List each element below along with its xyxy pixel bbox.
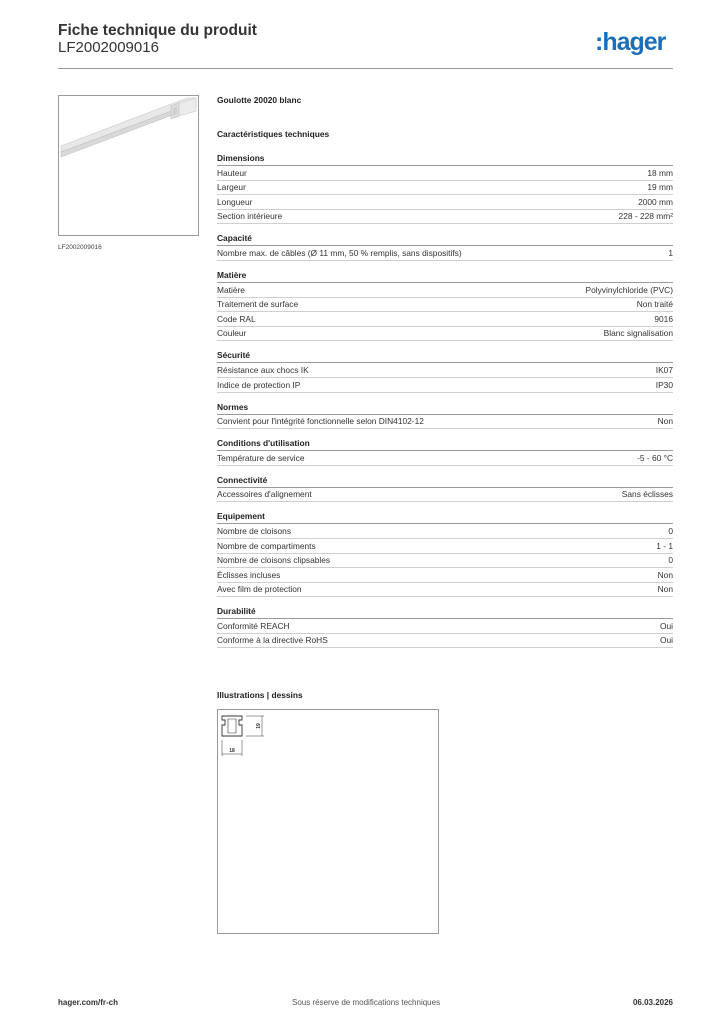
product-name: Goulotte 20020 blanc: [217, 95, 302, 105]
spec-label: Hauteur: [217, 167, 247, 178]
spec-group-title: Dimensions: [217, 153, 673, 166]
spec-value: 0: [668, 525, 673, 536]
spec-row: [217, 539, 673, 554]
spec-row: [217, 363, 673, 378]
spec-value: Non: [657, 569, 673, 580]
spec-row: [217, 283, 673, 298]
product-reference: LF2002009016: [58, 39, 159, 56]
spec-label: Nombre de cloisons clipsables: [217, 555, 331, 566]
spec-value: Sans éclisses: [621, 489, 673, 500]
spec-label: Conforme à la directive RoHS: [217, 635, 328, 646]
spec-value: Oui: [659, 620, 673, 631]
spec-group: [217, 233, 673, 261]
spec-value: Oui: [659, 635, 673, 646]
spec-value: 2000 mm: [638, 196, 673, 207]
spec-group-title: Connectivité: [217, 475, 673, 488]
spec-row: [217, 634, 673, 649]
spec-value: 228 - 228 mm²: [618, 211, 673, 222]
hager-logo: [595, 28, 675, 58]
footer-date: 06.03.2026: [632, 998, 673, 1007]
spec-value: Non: [657, 584, 673, 595]
spec-row: [217, 451, 673, 466]
spec-row: [217, 181, 673, 196]
spec-label: Couleur: [217, 328, 247, 339]
spec-value: Non traité: [636, 299, 673, 310]
footer-website[interactable]: hager.com/fr-ch: [58, 998, 119, 1007]
spec-groups: [217, 153, 673, 648]
dimension-width: 18: [229, 748, 235, 754]
spec-group: [217, 350, 673, 392]
spec-row: [217, 210, 673, 225]
spec-row: [217, 619, 673, 634]
spec-group-title: Matière: [217, 270, 673, 283]
spec-row: [217, 378, 673, 393]
spec-label: Convient pour l'intégrité fonctionnelle selon DIN4102-12: [217, 416, 424, 427]
spec-label: Nombre de compartiments: [217, 540, 316, 551]
spec-label: Indice de protection IP: [217, 379, 301, 390]
spec-label: Température de service: [217, 452, 305, 463]
hager-logo-text: :hager: [595, 28, 666, 56]
spec-label: Largeur: [217, 182, 246, 193]
spec-value: 18 mm: [647, 167, 673, 178]
spec-group-title: Equipement: [217, 511, 673, 524]
spec-group: [217, 402, 673, 430]
product-photo: [58, 95, 199, 236]
spec-group: [217, 270, 673, 341]
spec-group-title: Sécurité: [217, 350, 673, 363]
spec-row: [217, 298, 673, 313]
spec-label: Section intérieure: [217, 211, 283, 222]
spec-value: Blanc signalisation: [603, 328, 673, 339]
spec-label: Résistance aux chocs IK: [217, 364, 309, 375]
spec-row: [217, 246, 673, 261]
photo-caption: LF2002009016: [58, 244, 102, 251]
spec-label: Nombre de cloisons: [217, 525, 292, 536]
spec-row: [217, 554, 673, 569]
spec-group: [217, 511, 673, 597]
spec-label: Conformité REACH: [217, 620, 290, 631]
spec-value: 9016: [654, 313, 673, 324]
page-title: Fiche technique du produit: [58, 22, 257, 39]
dimension-height: 19: [256, 723, 262, 729]
spec-group: [217, 438, 673, 466]
spec-group: [217, 606, 673, 648]
spec-label: Traitement de surface: [217, 299, 299, 310]
spec-row: [217, 415, 673, 430]
spec-value: 19 mm: [647, 182, 673, 193]
spec-label: Code RAL: [217, 313, 256, 324]
spec-value: IP30: [655, 379, 673, 390]
spec-value: Polyvinylchloride (PVC): [585, 284, 673, 295]
spec-row: [217, 166, 673, 181]
spec-value: IK07: [655, 364, 673, 375]
spec-row: [217, 195, 673, 210]
spec-group-title: Conditions d'utilisation: [217, 438, 673, 451]
spec-label: Éclisses incluses: [217, 569, 281, 580]
spec-group: [217, 475, 673, 503]
spec-group-title: Capacité: [217, 233, 673, 246]
spec-value: Non: [657, 416, 673, 427]
spec-row: [217, 568, 673, 583]
spec-label: Matière: [217, 284, 245, 295]
illustrations-heading: Illustrations | dessins: [217, 690, 303, 700]
header-divider: [58, 68, 673, 69]
spec-row: [217, 327, 673, 342]
spec-label: Accessoires d'alignement: [217, 489, 312, 500]
spec-row: [217, 312, 673, 327]
spec-label: Nombre max. de câbles (Ø 11 mm, 50 % remplis, sans dispositifs): [217, 247, 462, 258]
spec-row: [217, 524, 673, 539]
spec-label: Avec film de protection: [217, 584, 302, 595]
spec-value: 1: [668, 247, 673, 258]
spec-value: 1 - 1: [656, 540, 673, 551]
spec-value: -5 - 60 °C: [637, 452, 673, 463]
spec-group-title: Durabilité: [217, 606, 673, 619]
spec-row: [217, 583, 673, 598]
spec-content: [217, 95, 673, 648]
spec-group: [217, 153, 673, 224]
illustration-drawing: [217, 709, 439, 934]
spec-row: [217, 488, 673, 503]
footer-disclaimer: Sous réserve de modifications techniques: [292, 998, 441, 1007]
tech-heading: Caractéristiques techniques: [217, 129, 330, 139]
spec-group-title: Normes: [217, 402, 673, 415]
spec-value: 0: [668, 555, 673, 566]
spec-label: Longueur: [217, 196, 253, 207]
